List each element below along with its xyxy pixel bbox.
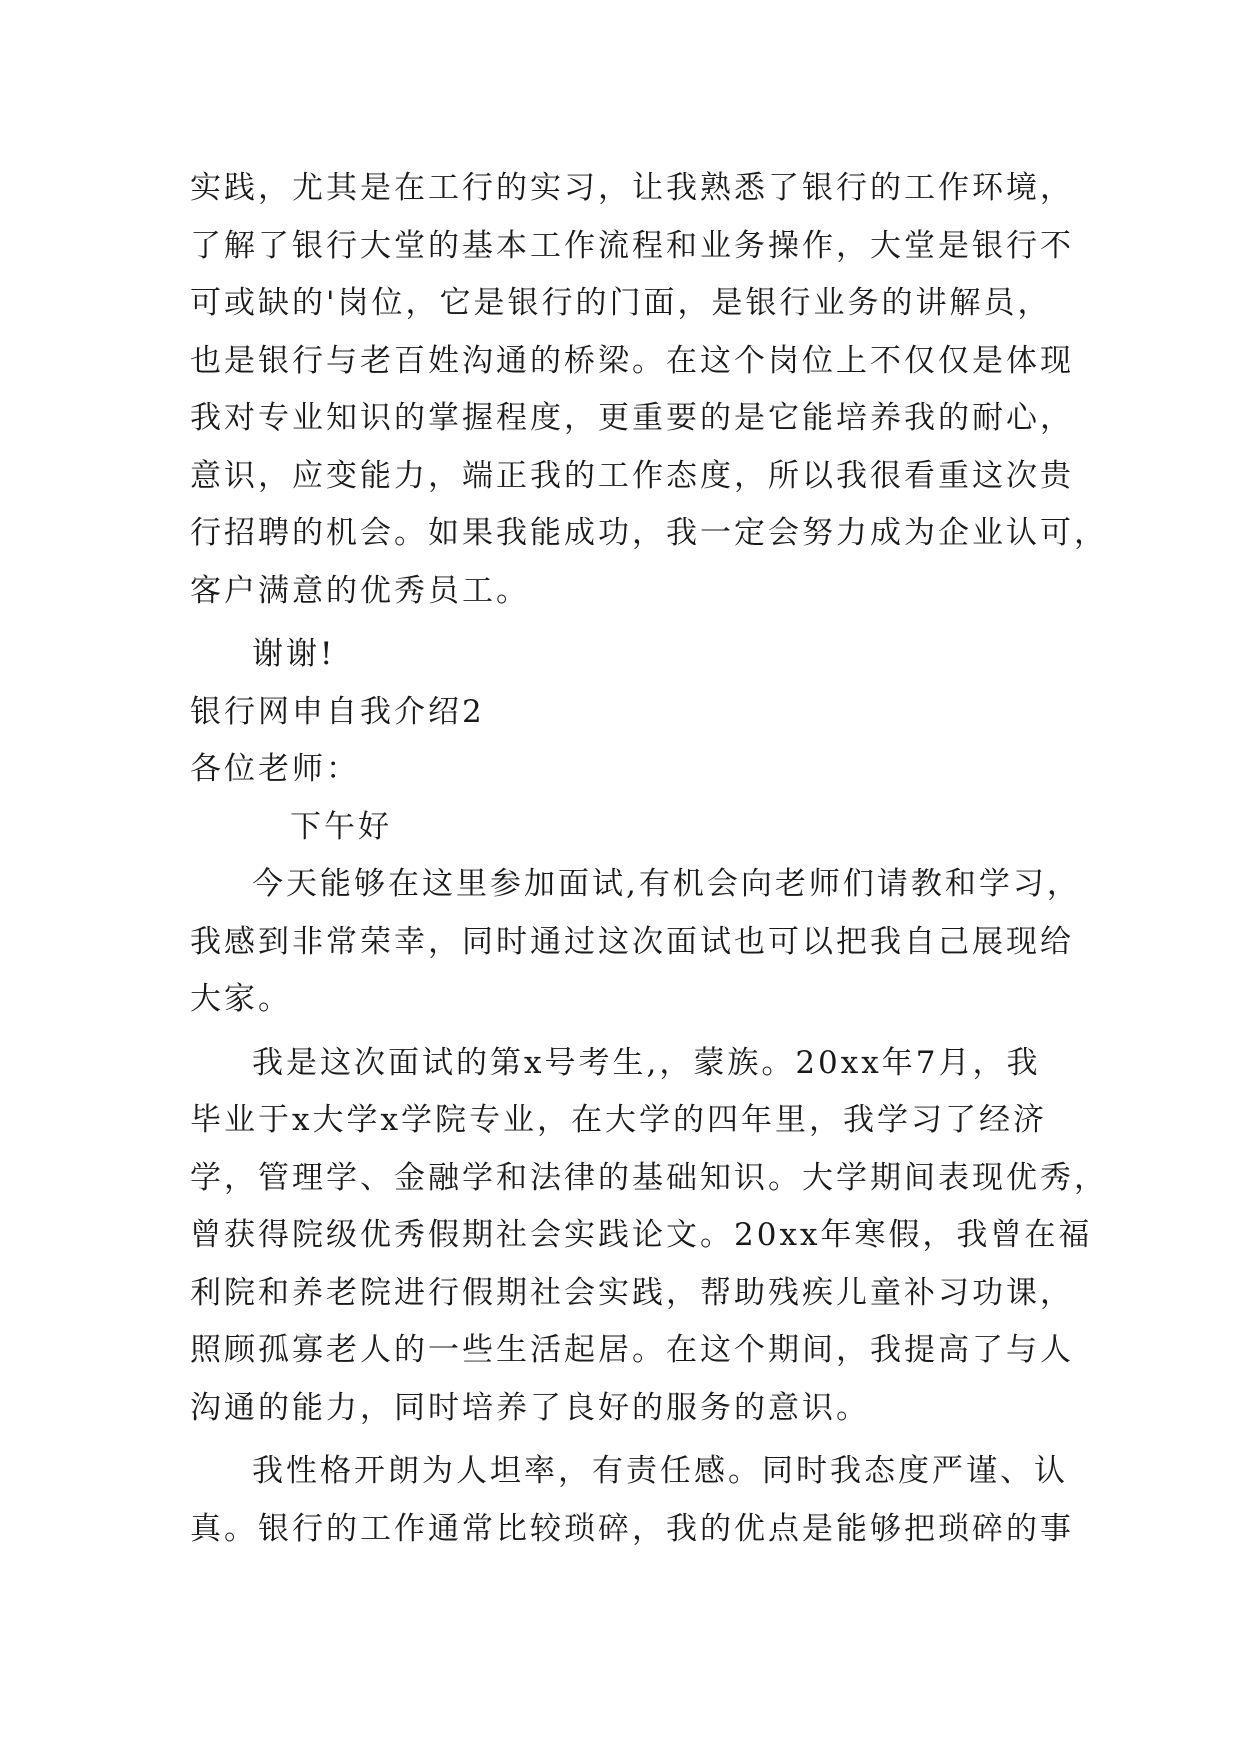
paragraph-3-line-7: 沟通的能力，同时培养了良好的服务的意识。: [190, 1389, 870, 1426]
paragraph-2: [190, 856, 1081, 1029]
paragraph-1-line-5: 我对专业知识的掌握程度，更重要的是它能培养我的耐心，: [190, 400, 1074, 436]
paragraph-3: [190, 1035, 1108, 1438]
salutation: 各位老师：: [190, 751, 360, 787]
paragraph-2-line-2: 我感到非常荣幸，同时通过这次面试也可以把我自己展现给: [190, 923, 1074, 960]
thanks-text: 谢谢!: [252, 636, 336, 672]
paragraph-1: [190, 160, 1108, 620]
paragraph-4: [190, 1443, 1074, 1558]
paragraph-1-line-6: 意识，应变能力，端正我的工作态度，所以我很看重这次贵: [190, 457, 1074, 494]
paragraph-1-line-2: 了解了银行大堂的基本工作流程和业务操作，大堂是银行不: [190, 227, 1074, 264]
paragraph-3-line-5: 利院和养老院进行假期社会实践，帮助残疾儿童补习功课，: [190, 1274, 1074, 1311]
greeting: 下午好: [290, 808, 392, 845]
paragraph-1-line-7: 行招聘的机会。如果我能成功，我一定会努力成为企业认可，: [190, 515, 1108, 551]
paragraph-1-line-1: 实践，尤其是在工行的实习，让我熟悉了银行的工作环境，: [190, 170, 1074, 206]
paragraph-1-line-8: 客户满意的优秀员工。: [190, 572, 530, 609]
paragraph-4-line-2: 真。银行的工作通常比较琐碎，我的优点是能够把琐碎的事: [190, 1510, 1074, 1547]
paragraph-1-line-3: 可或缺的'岗位，它是银行的门面，是银行业务的讲解员，: [190, 285, 1052, 321]
paragraph-2-line-3: 大家。: [190, 981, 292, 1017]
paragraph-3-line-4: 曾获得院级优秀假期社会实践论文。20xx年寒假，我曾在福: [190, 1217, 1093, 1253]
document-body: [190, 160, 1108, 1558]
paragraph-3-line-6: 照顾孤寡老人的一些生活起居。在这个期间，我提高了与人: [190, 1332, 1074, 1368]
paragraph-1-line-4: 也是银行与老百姓沟通的桥梁。在这个岗位上不仅仅是体现: [190, 342, 1074, 379]
section-title: 银行网申自我介绍2: [190, 693, 485, 730]
paragraph-3-line-2: 毕业于x大学x学院专业，在大学的四年里，我学习了经济: [190, 1102, 1047, 1138]
paragraph-3-line-3: 学，管理学、金融学和法律的基础知识。大学期间表现优秀，: [190, 1159, 1108, 1196]
paragraph-3-line-1: 我是这次面试的第x号考生,，蒙族。20xx年7月，我: [252, 1044, 1041, 1081]
paragraph-2-line-1: 今天能够在这里参加面试,有机会向老师们请教和学习，: [252, 866, 1081, 902]
paragraph-4-line-1: 我性格开朗为人坦率，有责任感。同时我态度严谨、认: [252, 1453, 1068, 1489]
